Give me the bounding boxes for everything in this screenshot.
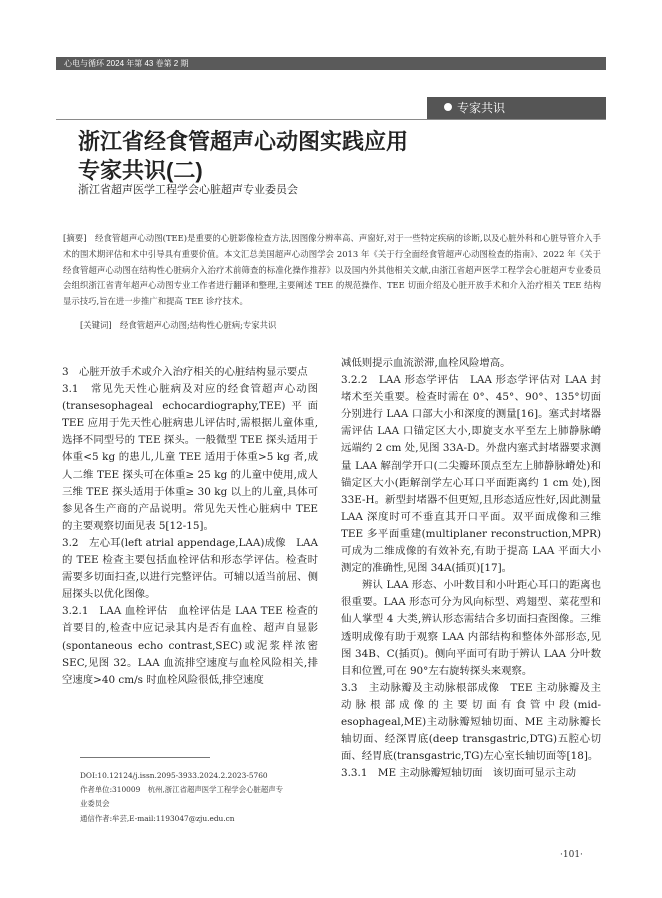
bullet-circle-icon bbox=[443, 102, 453, 112]
right-column bbox=[341, 355, 601, 782]
running-head: 心电与循环 2024 年第 43 卷第 2 期 bbox=[64, 59, 189, 68]
affiliation: 作者单位:310009 杭州,浙江省超声医学工程学会心脏超声专 bbox=[80, 785, 284, 795]
footnotes bbox=[80, 769, 320, 826]
left-column bbox=[62, 364, 329, 689]
footnote-divider bbox=[80, 757, 210, 758]
paragraph: 3.3.1 ME 主动脉瓣短轴切面 该切面可显示主动 bbox=[341, 767, 576, 780]
abstract: [摘要] 经食管超声心动图(TEE)是重要的心脏影像检查方法,因图像分辨率高、声窗好,对于一些特定疾病的诊断,以及心脏外科和心脏导管介入手术的围术期评估和术中引导具有重要价值。本文汇总美国超声心动图学会 2013 年《关于行全面经食管超声心动图检查的指南》、2022 年《关于经食管超声心动图在结构性心脏病介入治疗术前筛查的标准化操作推荐》以及国内外其他相关文献,由浙江省超声医学工程学会心脏超声专业委员会组织浙江省青年超声心动图专业工作者进行翻译和整理,主要阐述 TEE 的规范操作、TEE 切面介绍及心脏开放手术和介入治疗相关 TEE 结构显示技巧,旨在进一步推广和提高 TEE 诊疗技术。 bbox=[63, 233, 601, 306]
paragraph: 3.3 主动脉瓣及主动脉根部成像 TEE 主动脉瓣及主动脉根部成像的主要切面有食管中段(mid-esophageal,ME)主动脉瓣短轴切面、ME 主动脉瓣长轴切面、经深胃底(deep transgastric,DTG)五腔心切面、经胃底(transgastric,TG)左心室长轴切面等[18]。 bbox=[341, 681, 601, 763]
paragraph: 3.2 左心耳(left atrial appendage,LAA)成像 LAA 的 TEE 检查主要包括血栓评估和形态学评估。检查时需要多切面扫查,以进行完整评估。可辅以适当前屈、侧屈探头以优化图像。 bbox=[62, 536, 318, 601]
running-head-bar bbox=[56, 57, 606, 70]
page-number: ·101· bbox=[560, 850, 583, 860]
doi: DOI:10.12124/j.issn.2095-3933.2024.2.2023-5760 bbox=[80, 771, 268, 780]
affiliation-continued: 业委员会 bbox=[80, 799, 110, 809]
paragraph: 辨认 LAA 形态、小叶数目和小叶距心耳口的距离也很重要。LAA 形态可分为风向标型、鸡翅型、菜花型和仙人掌型 4 大类,辨认形态需结合多切面扫查图像。三维透明成像有助于观察 LAA 内部结构和整体外部形态,见图 34B、C(插页)。侧向平面可有助于辨认 LAA 分叶数目和位置,可在 90°左右旋转探头来观察。 bbox=[341, 579, 601, 677]
section-tag bbox=[427, 97, 606, 119]
paragraph: 减低则提示血流淤滞,血栓风险增高。 bbox=[341, 357, 511, 369]
header-divider bbox=[56, 119, 606, 120]
author-organization: 浙江省超声医学工程学会心脏超声专业委员会 bbox=[78, 184, 298, 196]
title-line-2: 专家共识(二) bbox=[78, 158, 203, 183]
paragraph: 3.2.2 LAA 形态学评估 LAA 形态学评估对 LAA 封堵术至关重要。检查时需在 0°、45°、90°、135°切面分别进行 LAA 口部大小和深度的测量[16]。塞式封堵器需评估 LAA 口锚定区大小,即旋支水平至左上肺静脉嵴远端约 2 cm 处,见图 33A-D。外盘内塞式封堵器要求测量 LAA 解剖学开口(二尖瓣环顶点至左上肺静脉嵴处)和锚定区大小(距解剖学左心耳口平面距离约 1 cm 处),图 33E-H。新型封堵器不但更短,且形态适应性好,因此测量 LAA 深度时可不垂直其开口平面。双平面成像和三维 TEE 多平面重建(multiplaner reconstruction,MPR)可成为二维成像的有效补充,有助于提高 LAA 平面大小测定的准确性,见图 34A(插页)[17]。 bbox=[341, 374, 601, 575]
paragraph: 3.2.1 LAA 血栓评估 血栓评估是 LAA TEE 检查的首要目的,检查中应记录其内是否有血栓、超声自显影(spontaneous echo contrast,SEC)或泥浆样浓密 SEC,见图 32。LAA 血流排空速度与血栓风险相关,排空速度>40 cm/s 时血栓风险很低,排空速度 bbox=[62, 605, 318, 686]
keywords: [关键词] 经食管超声心动图;结构性心脏病;专家共识 bbox=[80, 320, 277, 330]
paragraph: 3.1 常见先天性心脏病及对应的经食管超声心动图(transesophageal echocardiography,TEE)平面 TEE 应用于先天性心脏病患儿评估时,需根据儿童体重,选择不同型号的 TEE 探头。一般微型 TEE 探头适用于体重<5 kg 的患儿,儿童 TEE 适用于体重>5 kg 者,成人二维 TEE 探头可在体重≥ 25 kg 的儿童中使用,成人三维 TEE 探头适用于体重≥ 30 kg 以上的儿童,具体可参见各生产商的产品说明。常见先天性心脏病中 TEE 的主要观察切面见表 5[12-15]。 bbox=[62, 383, 329, 532]
paragraph: 3 心脏开放手术或介入治疗相关的心脏结构显示要点 bbox=[62, 366, 308, 378]
section-tag-label: 专家共识 bbox=[457, 101, 506, 115]
article-title bbox=[78, 127, 408, 185]
title-line-1: 浙江省经食管超声心动图实践应用 bbox=[78, 129, 409, 154]
correspondence: 通信作者:牟芸,E-mail:1193047@zju.edu.cn bbox=[80, 813, 235, 823]
